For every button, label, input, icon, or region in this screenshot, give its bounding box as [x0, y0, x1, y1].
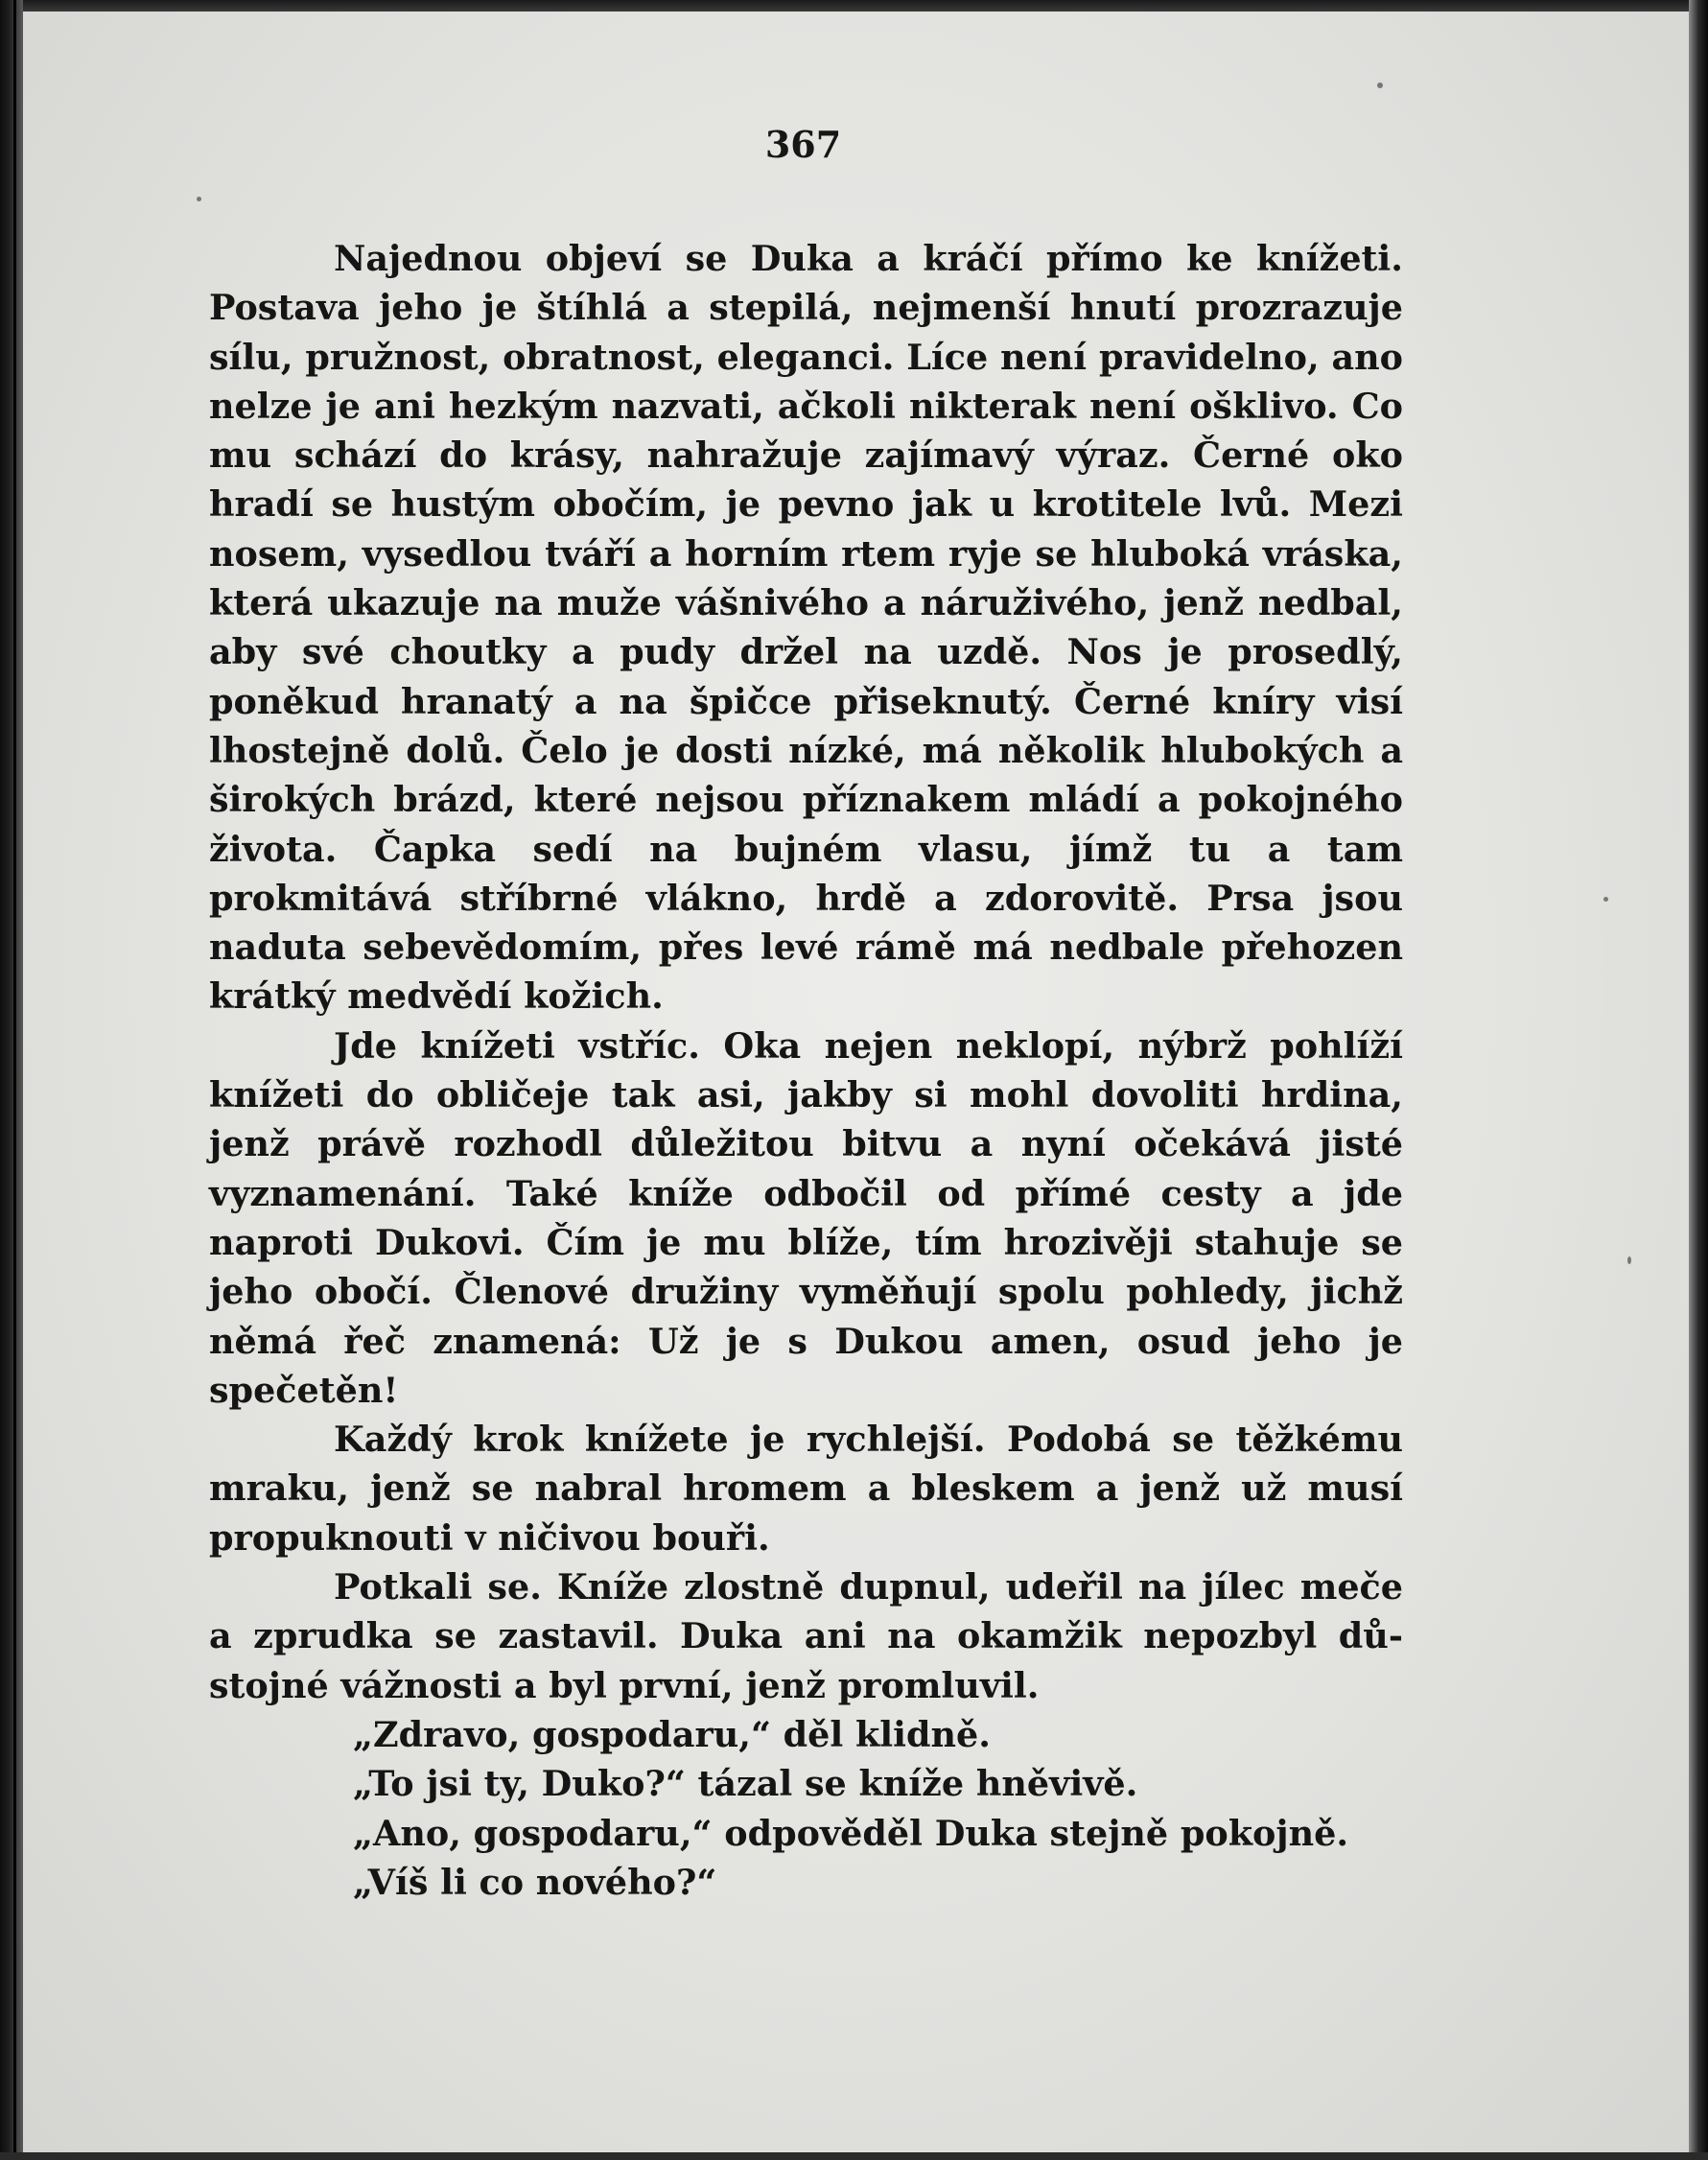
- dialog-line: „Víš li co nového?“: [353, 1861, 717, 1903]
- dialog-line: „Zdravo, gospodaru,“ děl klidně.: [353, 1713, 991, 1755]
- scan-speck: [1603, 897, 1608, 902]
- scan-speck: [197, 197, 201, 201]
- scan-border-bottom: [0, 2152, 1708, 2160]
- paragraph: Jde knížeti vstříc. Oka nejen neklopí, nýbrž pohlíží knížeti do obličeje tak asi, jakby si mohl dovoliti hrdina, jenž právě rozhodl důležitou bitvu a nyní očekává jisté vyznamenání. Také kníže odbočil od přímé cesty a jde naproti Dukovi. Čím je mu blíže, tím hrozivěji stahuje se jeho obočí. Členové družiny vyměňují spolu pohledy, jichž němá řeč znamená: Už je s Dukou amen, osud jeho je spečetěn!: [209, 1024, 1403, 1411]
- scan-binding-line: [13, 0, 16, 2160]
- body-text: [209, 234, 1403, 1907]
- scan-speck: [1627, 1256, 1631, 1264]
- paragraph: Najednou objeví se Duka a kráčí přímo ke knížeti. Postava jeho je štíhlá a stepilá, nejmenší hnutí prozrazuje sílu, pružnost, obratnost, eleganci. Líce není pravidelno, ano nelze je ani hezkým nazvati, ačkoli nikterak není ošklivo. Co mu schází do krásy, nahražuje zajímavý výraz. Černé oko hradí se hustým obočím, je pevno jak u krotitele lvů. Mezi nosem, vysedlou tváří a horním rtem ryje se hluboká vráska, která ukazuje na muže vášnivého a náruživého, jenž nedbal, aby své choutky a pudy držel na uzdě. Nos je prosedlý, poněkud hranatý a na špičce přiseknutý. Černé kníry visí lhostejně dolů. Čelo je dosti nízké, má několik hlubokých a širokých brázd, které nejsou příznakem mládí a pokojného života. Čapka sedí na bujném vlasu, jímž tu a tam prokmitává stříbrné vlákno, hrdě a zdorovitě. Prsa jsou naduta sebevědomím, přes levé rámě má nedbale přehozen krátký medvědí kožich.: [209, 238, 1403, 1018]
- scan-border-left: [0, 0, 23, 2160]
- paragraph: Potkali se. Kníže zlostně dupnul, udeřil na jílec meče a zprudka se zastavil. Duka ani na okamžik nepozbyl důstojné vážnosti a byl první, jenž promluvil.: [209, 1566, 1403, 1706]
- scan-border-top: [0, 0, 1708, 12]
- dialog-line: „To jsi ty, Duko?“ tázal se kníže hněvivě.: [353, 1763, 1138, 1805]
- scan-border-right: [1689, 0, 1708, 2160]
- page-number: 367: [764, 123, 842, 166]
- paragraph: Každý krok knížete je rychlejší. Podobá se těžkému mraku, jenž se nabral hromem a bleskem a jenž už musí propuknouti v ničivou bouři.: [209, 1419, 1403, 1559]
- dialog-line: „Ano, gospodaru,“ odpověděl Duka stejně pokojně.: [353, 1812, 1349, 1854]
- scan-speck: [1377, 82, 1383, 88]
